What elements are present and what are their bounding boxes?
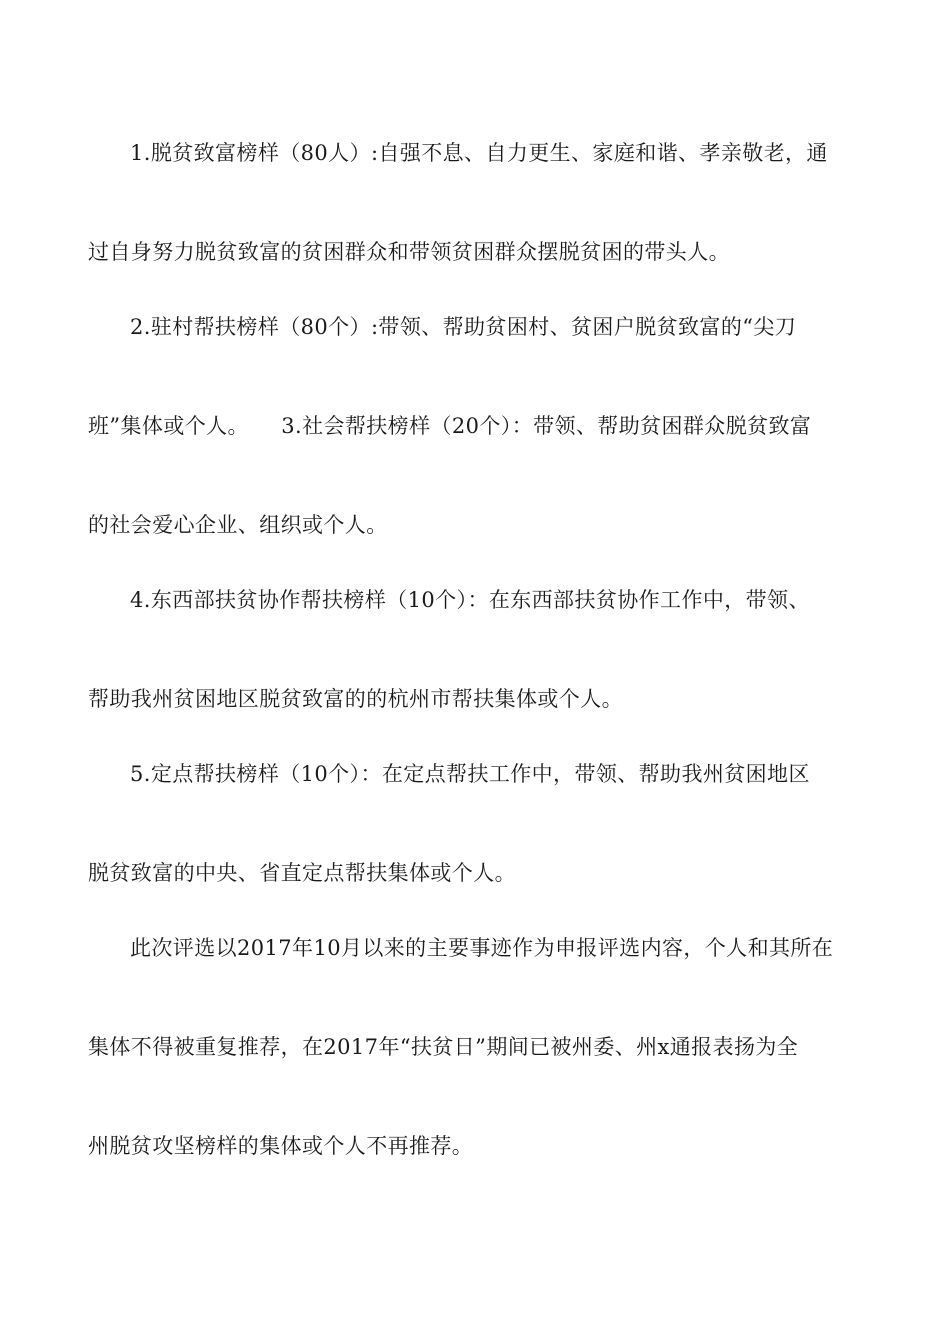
text-line: 此次评选以2017年10月以来的主要事迹作为申报评选内容，个人和其所在 [130, 936, 834, 960]
text-line: 的社会爱心企业、组织或个人。 [88, 513, 388, 537]
text-line: 1.脱贫致富榜样（80人）:自强不息、自力更生、家庭和谐、孝亲敬老，通 [130, 141, 828, 165]
text-line: 帮助我州贫困地区脱贫致富的的杭州市帮扶集体或个人。 [88, 687, 623, 711]
text-line: 2.驻村帮扶榜样（80个）:带领、帮助贫困村、贫困户脱贫致富的“尖刀 [130, 315, 797, 339]
text-line: 班”集体或个人。 3.社会帮扶榜样（20个）：带领、帮助贫困群众脱贫致富 [88, 414, 812, 438]
text-line: 集体不得被重复推荐，在2017年“扶贫日”期间已被州委、州x通报表扬为全 [88, 1035, 799, 1059]
text-line: 5.定点帮扶榜样（10个）：在定点帮扶工作中，带领、帮助我州贫困地区 [130, 762, 810, 786]
text-line: 州脱贫攻坚榜样的集体或个人不再推荐。 [88, 1134, 474, 1158]
text-line: 脱贫致富的中央、省直定点帮扶集体或个人。 [88, 861, 516, 885]
text-line: 4.东西部扶贫协作帮扶榜样（10个）：在东西部扶贫协作工作中，带领、 [130, 588, 810, 612]
text-line: 过自身努力脱贫致富的贫困群众和带领贫困群众摆脱贫困的带头人。 [88, 240, 730, 264]
